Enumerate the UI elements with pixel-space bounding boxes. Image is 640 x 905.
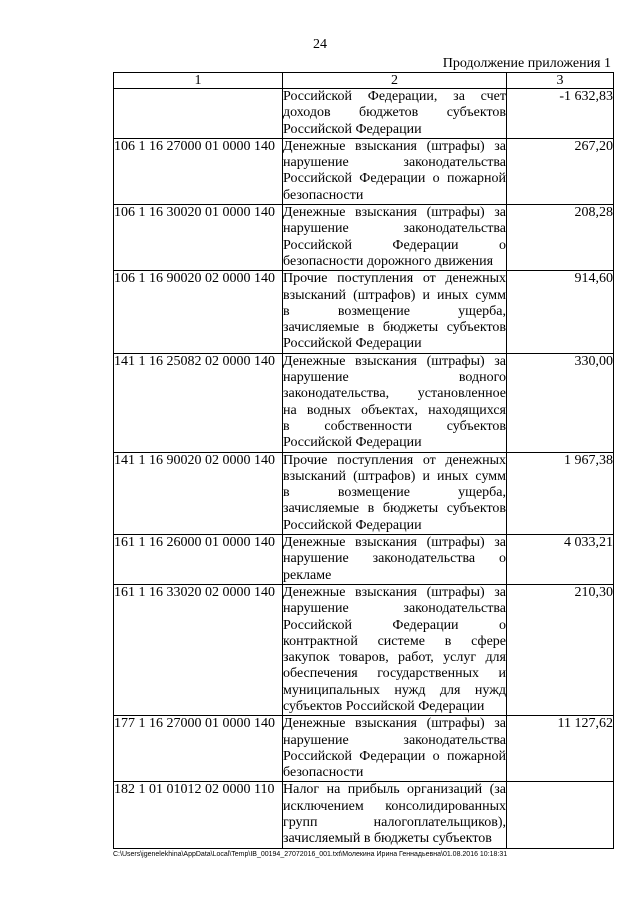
revenue-name-cell — [283, 782, 507, 848]
budget-code-cell: 177 1 16 27000 01 0000 140 — [114, 716, 283, 782]
amount-cell: 267,20 — [507, 138, 614, 204]
revenue-name-line: безопасности — [283, 765, 364, 781]
continuation-label: Продолжение приложения 1 — [442, 56, 611, 71]
amount-cell: 208,28 — [507, 205, 614, 271]
revenue-name-line: Прочие поступления от денежных — [283, 271, 506, 287]
revenue-name-line: взысканий (штрафов) и иных сумм — [283, 468, 506, 484]
budget-code-cell: 141 1 16 25082 02 0000 140 — [114, 353, 283, 452]
revenue-name-line: Российской Федерации — [283, 121, 422, 137]
table-row — [114, 782, 614, 848]
revenue-name-line: доходов бюджетов субъектов — [283, 105, 506, 121]
revenue-name-line: зачисляемые в бюджеты субъектов — [283, 501, 506, 517]
header-row — [114, 73, 614, 89]
revenue-name-line: в собственности субъектов — [283, 418, 506, 434]
revenue-name-line: нарушение законодательства — [283, 732, 506, 748]
revenue-name-line: Российской Федерации о — [283, 237, 506, 253]
revenue-name-line: Российской Федерации — [283, 336, 422, 352]
revenue-name-line: на водных объектах, находящихся — [283, 402, 506, 418]
revenue-name-line: законодательства, установленное — [283, 386, 506, 402]
table-row — [114, 205, 614, 271]
budget-code-cell: 141 1 16 90020 02 0000 140 — [114, 452, 283, 534]
table-row — [114, 138, 614, 204]
revenue-name-line: нарушение законодательства — [283, 221, 506, 237]
revenue-name-line: Российской Федерации о пожарной — [283, 748, 506, 764]
revenue-name-line: Денежные взыскания (штрафы) за — [283, 205, 506, 221]
revenue-name-line: в возмещение ущерба, — [283, 303, 506, 319]
revenue-name-line: Денежные взыскания (штрафы) за — [283, 584, 506, 600]
revenue-name-line: в возмещение ущерба, — [283, 485, 506, 501]
revenue-name-line: закупок товаров, работ, услуг для — [283, 650, 506, 666]
revenue-name-cell — [283, 535, 507, 585]
table-row — [114, 584, 614, 715]
revenue-name-line: Российской Федерации — [283, 517, 422, 533]
amount-cell — [507, 782, 614, 848]
budget-code-cell: 161 1 16 33020 02 0000 140 — [114, 584, 283, 715]
table-body — [114, 89, 614, 849]
revenue-name-line: рекламе — [283, 567, 332, 583]
revenue-name-line: нарушение законодательства — [283, 601, 506, 617]
revenue-name-line: Российской Федерации, за счет — [283, 89, 506, 104]
revenue-name-cell — [283, 353, 507, 452]
budget-code-cell: 106 1 16 30020 01 0000 140 — [114, 205, 283, 271]
column-header-name: 2 — [283, 73, 507, 89]
revenue-name-line: безопасности — [283, 187, 364, 203]
revenue-name-line: групп налогоплательщиков), — [283, 815, 506, 831]
revenue-name-line: Российской Федерации о пожарной — [283, 171, 506, 187]
page-number: 24 — [313, 37, 327, 52]
column-header-amount: 3 — [507, 73, 614, 89]
table-row — [114, 89, 614, 139]
budget-table — [113, 72, 614, 849]
column-header-code: 1 — [114, 73, 283, 89]
revenue-name-line: зачисляемые в бюджеты субъектов — [283, 320, 506, 336]
revenue-name-line: нарушение водного — [283, 370, 506, 386]
budget-code-cell — [114, 89, 283, 139]
revenue-name-cell — [283, 205, 507, 271]
revenue-name-line: нарушение законодательства о — [283, 551, 506, 567]
revenue-name-line: Российской Федерации — [283, 435, 422, 451]
revenue-name-line: муниципальных нужд для нужд — [283, 682, 506, 698]
revenue-name-line: контрактной системе в сфере — [283, 633, 506, 649]
revenue-name-line: субъектов Российской Федерации — [283, 698, 485, 714]
budget-code-cell: 106 1 16 27000 01 0000 140 — [114, 138, 283, 204]
amount-cell: 914,60 — [507, 271, 614, 353]
file-path-footer: C:\Users\jgenelekhina\AppData\Local\Temp\IB_00194_27072016_001.txt\Молекина Ирина Геннадьевна\01.08.2016 10:18:31 — [113, 851, 508, 858]
revenue-name-cell — [283, 716, 507, 782]
amount-cell: 11 127,62 — [507, 716, 614, 782]
revenue-name-line: исключением консолидированных — [283, 798, 506, 814]
amount-cell: 1 967,38 — [507, 452, 614, 534]
revenue-name-cell — [283, 138, 507, 204]
revenue-name-cell — [283, 89, 507, 139]
table-row — [114, 353, 614, 452]
revenue-name-cell — [283, 584, 507, 715]
budget-code-cell: 106 1 16 90020 02 0000 140 — [114, 271, 283, 353]
revenue-name-line: Налог на прибыль организаций (за — [283, 782, 506, 798]
revenue-name-line: Денежные взыскания (штрафы) за — [283, 353, 506, 369]
revenue-name-line: Денежные взыскания (штрафы) за — [283, 535, 506, 551]
revenue-name-line: обеспечения государственных и — [283, 666, 506, 682]
revenue-name-line: Денежные взыскания (штрафы) за — [283, 138, 506, 154]
table-row — [114, 452, 614, 534]
budget-code-cell: 182 1 01 01012 02 0000 110 — [114, 782, 283, 848]
amount-cell: -1 632,83 — [507, 89, 614, 139]
revenue-name-line: взысканий (штрафов) и иных сумм — [283, 287, 506, 303]
budget-code-cell: 161 1 16 26000 01 0000 140 — [114, 535, 283, 585]
table-row — [114, 535, 614, 585]
revenue-name-line: зачисляемый в бюджеты субъектов — [283, 831, 492, 847]
revenue-name-line: нарушение законодательства — [283, 155, 506, 171]
amount-cell: 4 033,21 — [507, 535, 614, 585]
table-row — [114, 716, 614, 782]
revenue-name-line: безопасности дорожного движения — [283, 253, 494, 269]
revenue-name-line: Денежные взыскания (штрафы) за — [283, 716, 506, 732]
amount-cell: 330,00 — [507, 353, 614, 452]
revenue-name-line: Прочие поступления от денежных — [283, 452, 506, 468]
amount-cell: 210,30 — [507, 584, 614, 715]
revenue-name-line: Российской Федерации о — [283, 617, 506, 633]
revenue-name-cell — [283, 452, 507, 534]
revenue-name-cell — [283, 271, 507, 353]
table-row — [114, 271, 614, 353]
